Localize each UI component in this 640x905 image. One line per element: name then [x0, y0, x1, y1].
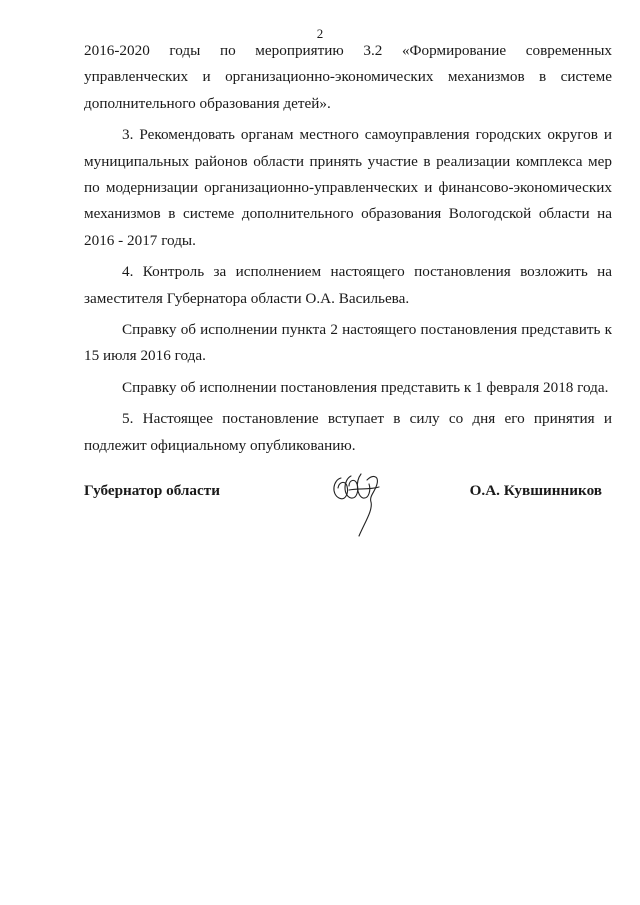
paragraph-report-resolution: Справку об исполнении постановления представить к 1 февраля 2018 года. [122, 378, 609, 396]
paragraph-item-5: 5. Настоящее постановление вступает в силу со дня его принятия и подлежит официальному опубликованию. [84, 410, 612, 454]
paragraph-continuation: 2016-2020 годы по мероприятию 3.2 «Формирование современных управленческих и организационно-экономических механизмов в системе дополнительного образования детей». [84, 42, 612, 112]
paragraph-item-3: 3. Рекомендовать органам местного самоуправления городских округов и муниципальных районов области принять участие в реализации комплекса мер по модернизации организационно-управленческих и финансово-экономических механизмов в системе дополнительного образования Вологодской области на 2016 - 2017 годы. [84, 126, 612, 249]
signatory-name: О.А. Кувшинников [469, 482, 602, 499]
signatory-title: Губернатор области [84, 482, 220, 499]
page-number: 2 [316, 26, 324, 41]
paragraph-report-item-2: Справку об исполнении пункта 2 настоящего постановления представить к 15 июля 2016 года. [84, 321, 612, 365]
document-body [84, 38, 612, 459]
signature-block [84, 478, 612, 538]
paragraph-item-4: 4. Контроль за исполнением настоящего постановления возложить на заместителя Губернатора области О.А. Васильева. [84, 263, 612, 307]
handwritten-signature [329, 460, 389, 540]
